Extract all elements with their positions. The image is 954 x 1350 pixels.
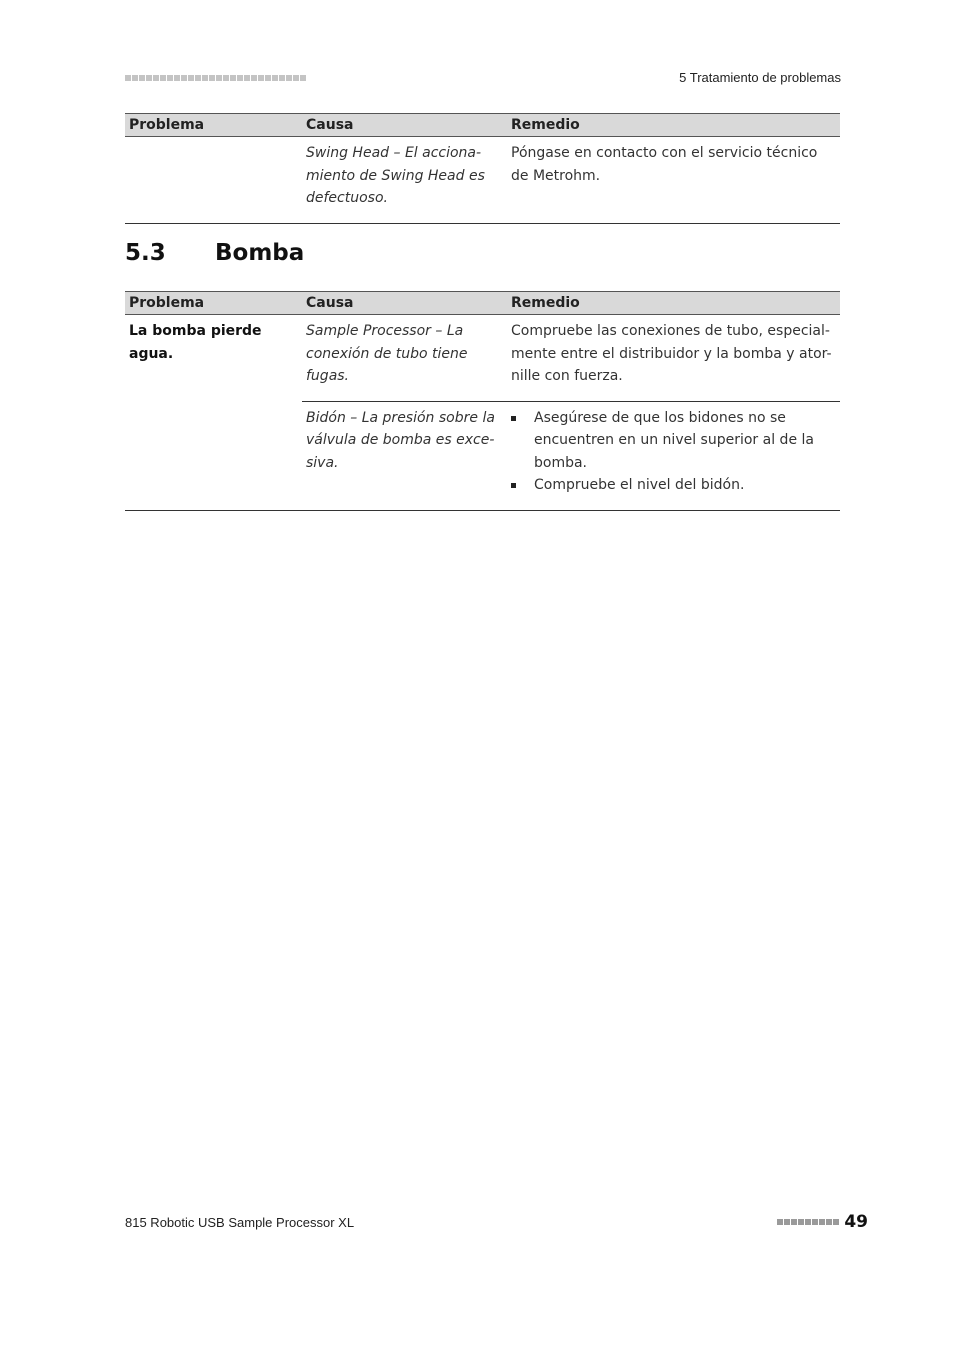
- problem-cell: La bomba pierde agua.: [125, 315, 302, 511]
- column-header-cause: Causa: [302, 292, 507, 315]
- footer-document-title: 815 Robotic USB Sample Processor XL: [125, 1215, 355, 1230]
- problem-cell: [125, 137, 302, 224]
- troubleshooting-table-continued: [125, 113, 840, 224]
- running-header-chapter: 5 Tratamiento de problemas: [679, 70, 841, 85]
- column-header-cause: Causa: [302, 114, 507, 137]
- section-heading: [125, 240, 304, 266]
- remedy-bullet-list: [511, 407, 836, 497]
- cause-cell: Sample Processor – La conexión de tubo tiene fugas.: [306, 323, 468, 384]
- table-header-row: [125, 292, 840, 315]
- footer-decoration: [777, 1219, 839, 1225]
- table-row: [125, 137, 840, 224]
- column-header-problem: Problema: [125, 292, 302, 315]
- list-item: Compruebe el nivel del bidón.: [511, 474, 836, 497]
- cause-cell: Bidón – La presión sobre la válvula de bomba es exce-siva.: [302, 401, 507, 510]
- remedy-cell: [507, 401, 840, 510]
- column-header-remedy: Remedio: [507, 292, 840, 315]
- section-title: Bomba: [215, 240, 305, 266]
- section-number: 5.3: [125, 240, 166, 266]
- column-header-remedy: Remedio: [507, 114, 840, 137]
- troubleshooting-table-bomba: [125, 291, 840, 511]
- column-header-problem: Problema: [125, 114, 302, 137]
- table-row: [125, 315, 840, 402]
- list-item: Asegúrese de que los bidones no se encuentren en un nivel superior al de la bomba.: [511, 407, 836, 475]
- remedy-cell: Póngase en contacto con el servicio técnico de Metrohm.: [507, 137, 840, 224]
- cause-cell: Swing Head – El acciona-miento de Swing Head es defectuoso.: [302, 137, 507, 224]
- table-header-row: [125, 114, 840, 137]
- header-decoration: [125, 75, 306, 81]
- page-number: 49: [844, 1212, 868, 1232]
- footer-page-marker: [777, 1212, 868, 1232]
- remedy-cell: Compruebe las conexiones de tubo, especial-mente entre el distribuidor y la bomba y ator-nille con fuerza.: [511, 323, 832, 384]
